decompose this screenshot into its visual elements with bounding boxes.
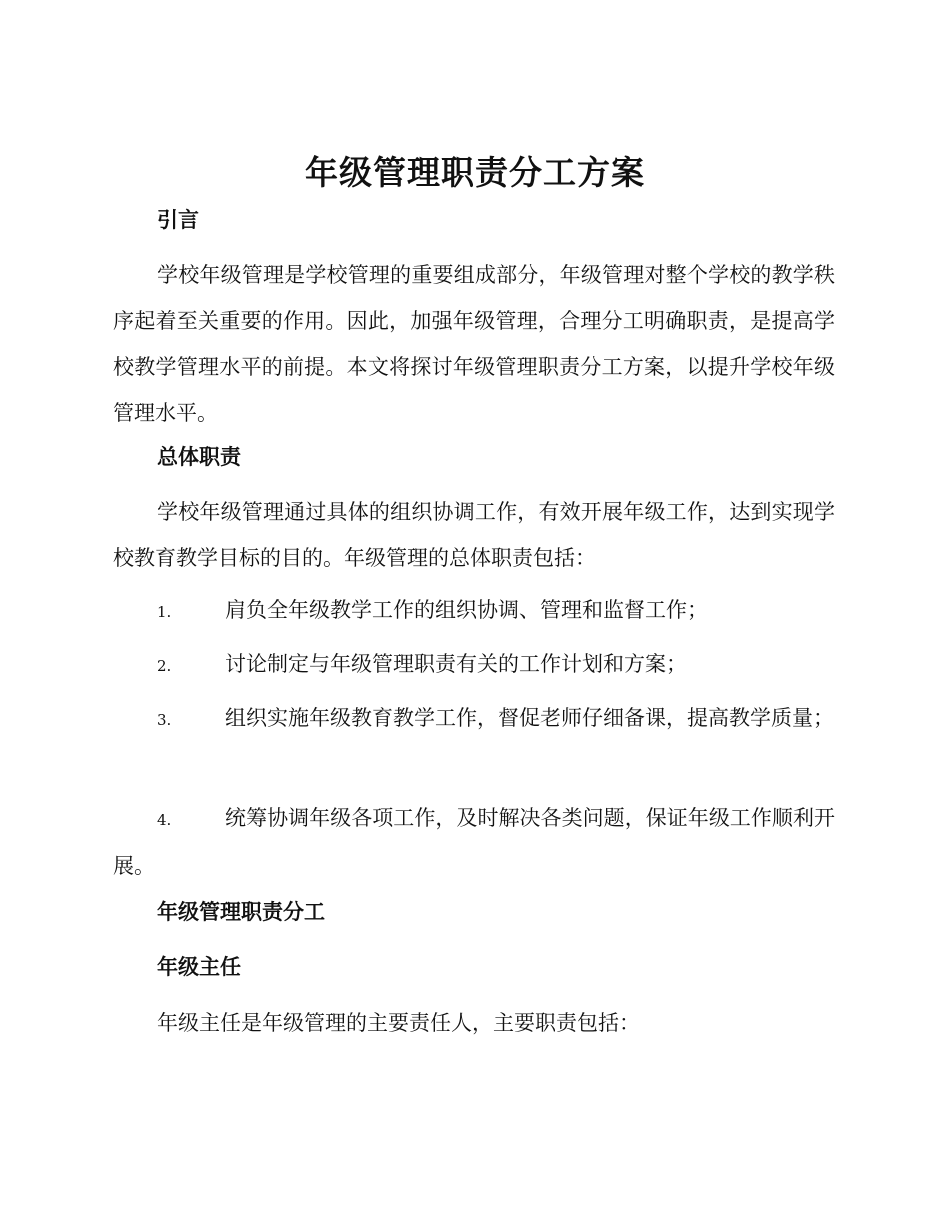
list-item: [113, 795, 835, 889]
section-heading-overall-duties: 总体职责: [157, 445, 241, 469]
grade-director-paragraph: 年级主任是年级管理的主要责任人，主要职责包括：: [157, 1011, 640, 1035]
list-number: 1.: [157, 603, 172, 621]
list-item: [113, 695, 835, 743]
section-heading-division: 年级管理职责分工: [157, 900, 325, 924]
list-text: 统筹协调年级各项工作，及时解决各类问题，保证年级工作顺利开展。: [113, 806, 835, 878]
list-number: 3.: [157, 711, 172, 729]
section-heading-intro: 引言: [157, 208, 199, 232]
list-text: 肩负全年级教学工作的组织协调、管理和监督工作；: [225, 598, 708, 622]
list-text: 组织实施年级教育教学工作，督促老师仔细备课，提高教学质量；: [225, 706, 834, 730]
list-item: [113, 641, 835, 689]
intro-paragraph: 学校年级管理是学校管理的重要组成部分，年级管理对整个学校的教学秩序起着至关重要的作用。因此，加强年级管理，合理分工明确职责，是提高学校教学管理水平的前提。本文将探讨年级管理职责分工方案，以提升学校年级管理水平。: [113, 263, 835, 425]
overall-duties-paragraph: 学校年级管理通过具体的组织协调工作，有效开展年级工作，达到实现学校教育教学目标的目的。年级管理的总体职责包括：: [113, 500, 835, 570]
list-text: 讨论制定与年级管理职责有关的工作计划和方案；: [225, 652, 687, 676]
list-item: [113, 587, 835, 635]
list-number: 2.: [157, 657, 172, 675]
document-title: 年级管理职责分工方案: [305, 153, 645, 192]
list-number: 4.: [157, 811, 172, 829]
section-heading-grade-director: 年级主任: [157, 955, 241, 979]
